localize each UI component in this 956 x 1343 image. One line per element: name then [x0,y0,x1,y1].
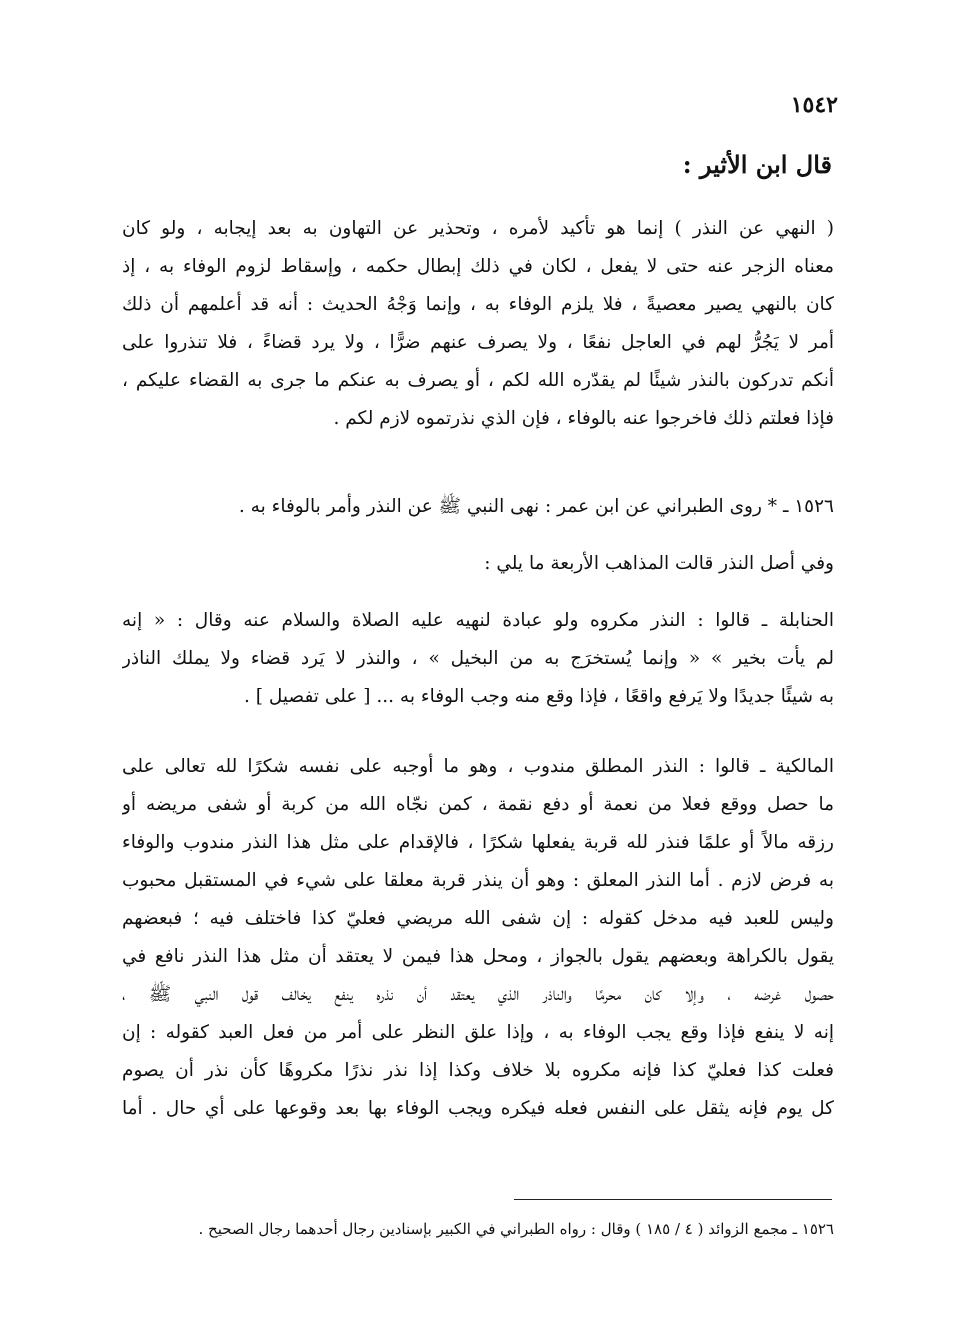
paragraph-line: رزقه مالاً أو علمًا فنذر لله قربة يفعلها شكرًا ، فالإقدام على مثل هذا النذر مندوب والوفاء [122,832,834,853]
quote-paragraph [122,210,834,438]
paragraph-line: إنه لا ينفع فإذا وقع يجب الوفاء به ، وإذا علق النظر على أمر من فعل العبد كقوله : إن [122,1022,834,1043]
paragraph-line: ما حصل ووقع فعلا من نعمة أو دفع نقمة ، كمن نجّاه الله من كربة أو شفى مريضه أو [122,794,834,815]
paragraph-line: معناه الزجر عنه حتى لا يفعل ، لكان في ذلك إبطال حكمه ، وإسقاط لزوم الوفاء به ، إذ [122,256,834,277]
paragraph-line: كل يوم فإنه يثقل على النفس فعله فيكره ويجب الوفاء بها بعد وقوعها على أي حال . أما [122,1098,834,1119]
paragraph-line: فإذا فعلتم ذلك فاخرجوا عنه بالوفاء ، فإن الذي نذرتموه لازم لكم . [333,408,834,429]
paragraph-line: فعلت كذا فعليّ كذا فإنه مكروه بلا خلاف وكذا إذا نذر نذرًا مكروهًا كأن نذر أن يصوم [122,1060,834,1081]
paragraph-line: به فرض لازم . أما النذر المعلق : وهو أن ينذر قربة معلقا على شيء في المستقبل محبوب [122,870,834,891]
hadith-paragraph [122,488,834,526]
hanabila-paragraph [122,602,834,716]
paragraph-line: ( النهي عن النذر ) إنما هو تأكيد لأمره ، وتحذير عن التهاون به بعد إيجابه ، ولو كان [122,218,834,239]
paragraph-line: المالكية ـ قالوا : النذر المطلق مندوب ، وهو ما أوجبه على نفسه شكرًا لله تعالى على [122,756,834,777]
page-number: ١٥٤٢ [790,92,838,118]
paragraph-line: به شيئًا جديدًا ولا يَرفع واقعًا ، فإذا وقع منه وجب الوفاء به ... [ على تفصيل ] . [243,686,834,707]
paragraph-line: أمر لا يَجُرُّ لهم في العاجل نفعًا ، ولا يصرف عنهم ضرًّا ، ولا يرد قضاءً ، فلا تنذروا على [122,332,834,353]
paragraph-line: كان بالنهي يصير معصيةً ، فلا يلزم الوفاء به ، وإنما وَجْهُ الحديث : أنه قد أعلمهم أن ذلك [122,294,834,315]
paragraph-line: وفي أصل النذر قالت المذاهب الأربعة ما يلي : [484,553,834,574]
paragraph-line: يقول بالكراهة وبعضهم يقول بالجواز ، ومحل هذا فيمن لا يعتقد أن مثل هذا النذر نافع في [122,946,834,967]
paragraph-line: وليس للعبد فيه مدخل كقوله : إن شفى الله مريضي فعليّ كذا فاختلف فيه ؛ فبعضهم [122,908,834,929]
paragraph-line: لم يأت بخير » « وإنما يُستخرَج به من البخيل » ، والنذر لا يَرد قضاء ولا يملك الناذر [122,648,834,669]
footnote: ١٥٢٦ ـ مجمع الزوائد ( ٤ / ١٨٥ ) وقال : رواه الطبراني في الكبير بإسنادين رجال أحدهما رجال الصحيح . [198,1220,834,1238]
paragraph-line: حصول غرضه ، وإلا كان محرمًا والناذر الذي يعتقد أن نذره ينفع يخالف قول النبي ﷺ ، [122,984,834,1005]
malikiyya-paragraph [122,748,834,1128]
paragraph-line: أنكم تدركون بالنذر شيئًا لم يقدّره الله لكم ، أو يصرف به عنكم ما جرى به القضاء عليكم ، [122,370,834,391]
paragraph-line: الحنابلة ـ قالوا : النذر مكروه ولو عبادة لنهيه عليه الصلاة والسلام عنه وقال : « إنه [122,610,834,631]
madhahib-intro-paragraph [122,545,834,583]
section-heading: قال ابن الأثير : [682,150,832,179]
footnote-divider [514,1199,832,1200]
paragraph-line: ١٥٢٦ ـ * روى الطبراني عن ابن عمر : نهى النبي ﷺ عن النذر وأمر بالوفاء به . [238,496,834,517]
